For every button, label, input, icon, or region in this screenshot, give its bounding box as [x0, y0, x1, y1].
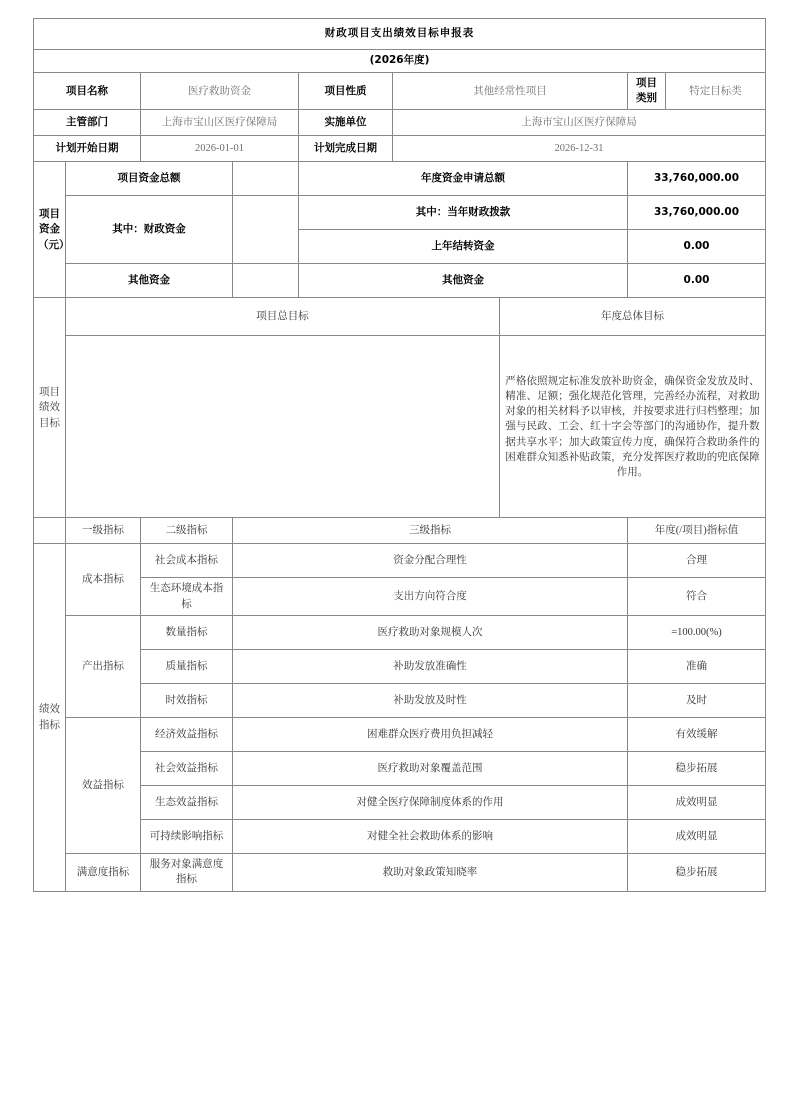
table-row [34, 615, 766, 649]
project-name-label: 项目名称 [34, 73, 141, 110]
indicator-value: 合理 [628, 544, 766, 578]
indicator-value: 及时 [628, 683, 766, 717]
indicator-level3: 医疗救助对象覆盖范围 [233, 751, 628, 785]
prior-year-carryover-value: 0.00 [628, 230, 766, 264]
overall-goal-text [66, 336, 500, 518]
column-header-level3: 三级指标 [233, 518, 628, 544]
indicator-level2: 生态环境成本指标 [141, 578, 233, 615]
project-total-funding-label: 项目资金总额 [66, 162, 233, 196]
indicator-level1-output: 产出指标 [66, 615, 141, 717]
indicator-level3: 补助发放及时性 [233, 683, 628, 717]
current-year-appropriation-label: 其中：当年财政拨款 [299, 196, 628, 230]
indicator-level2: 社会成本指标 [141, 544, 233, 578]
indicator-level2: 服务对象满意度指标 [141, 853, 233, 891]
table-row [34, 544, 766, 578]
project-nature-label: 项目性质 [299, 73, 393, 110]
project-total-funding-value [233, 162, 299, 196]
overall-goal-header: 项目总目标 [66, 298, 500, 336]
annual-goal-header: 年度总体目标 [500, 298, 766, 336]
indicator-level3: 对健全社会救助体系的影响 [233, 819, 628, 853]
column-header-level1: 一级指标 [66, 518, 141, 544]
table-row [34, 751, 766, 785]
fiscal-funding-value [233, 196, 299, 264]
project-name-value: 医疗救助资金 [141, 73, 299, 110]
table-row [34, 649, 766, 683]
goal-content-row [34, 336, 766, 518]
column-header-value: 年度(/项目)指标值 [628, 518, 766, 544]
fiscal-funding-label: 其中：财政资金 [66, 196, 233, 264]
table-row [34, 717, 766, 751]
indicator-level3: 支出方向符合度 [233, 578, 628, 615]
supervising-department-label: 主管部门 [34, 110, 141, 136]
table-row [34, 578, 766, 615]
indicator-value: 成效明显 [628, 819, 766, 853]
page-subtitle: (2026年度) [34, 50, 766, 73]
project-category-value: 特定目标类 [666, 73, 766, 110]
funding-section-label-line2: （元） [38, 238, 70, 251]
table-row [34, 683, 766, 717]
form-page [33, 18, 765, 892]
indicator-level2: 质量指标 [141, 649, 233, 683]
funding-section-label [34, 162, 70, 298]
funding-row-fiscal [34, 196, 766, 230]
indicator-level2: 可持续影响指标 [141, 819, 233, 853]
other-funding-right-value: 0.00 [628, 264, 766, 298]
indicator-level3: 资金分配合理性 [233, 544, 628, 578]
table-row [34, 785, 766, 819]
indicator-value: 有效缓解 [628, 717, 766, 751]
indicator-value: 稳步拓展 [628, 751, 766, 785]
table-row [34, 819, 766, 853]
indicator-section-label: 绩效指标 [34, 544, 66, 891]
current-year-appropriation-value: 33,760,000.00 [628, 196, 766, 230]
indicator-level3: 对健全医疗保障制度体系的作用 [233, 785, 628, 819]
performance-goal-section-label: 项目绩效目标 [34, 298, 66, 518]
goal-header-row [34, 298, 766, 336]
implementing-unit-label: 实施单位 [299, 110, 393, 136]
indicator-level2: 经济效益指标 [141, 717, 233, 751]
project-info-row [34, 73, 766, 110]
indicator-level1-cost: 成本指标 [66, 544, 141, 615]
indicator-header-row [34, 518, 766, 544]
performance-target-form [33, 18, 766, 892]
other-funding-right-label: 其他资金 [299, 264, 628, 298]
start-date-value: 2026-01-01 [141, 136, 299, 162]
indicator-level3: 困难群众医疗费用负担减轻 [233, 717, 628, 751]
indicator-level1-satisfaction: 满意度指标 [66, 853, 141, 891]
project-category-label: 项目类别 [628, 73, 666, 110]
page-title: 财政项目支出绩效目标申报表 [34, 19, 766, 50]
indicator-level3: 补助发放准确性 [233, 649, 628, 683]
indicator-level2: 时效指标 [141, 683, 233, 717]
start-date-label: 计划开始日期 [34, 136, 141, 162]
end-date-label: 计划完成日期 [299, 136, 393, 162]
indicator-level2: 社会效益指标 [141, 751, 233, 785]
title-row [34, 19, 766, 50]
indicator-value: 准确 [628, 649, 766, 683]
other-funding-left-value [233, 264, 299, 298]
indicator-level2: 生态效益指标 [141, 785, 233, 819]
table-row [34, 853, 766, 891]
department-row [34, 110, 766, 136]
date-row [34, 136, 766, 162]
funding-row-other [34, 264, 766, 298]
project-nature-value: 其他经常性项目 [393, 73, 628, 110]
implementing-unit-value: 上海市宝山区医疗保障局 [393, 110, 766, 136]
indicator-value: 符合 [628, 578, 766, 615]
indicator-level2: 数量指标 [141, 615, 233, 649]
funding-section-label-line1: 项目资金 [39, 208, 60, 236]
column-header-level2: 二级指标 [141, 518, 233, 544]
indicator-value: =100.00(%) [628, 615, 766, 649]
indicator-level3: 救助对象政策知晓率 [233, 853, 628, 891]
prior-year-carryover-label: 上年结转资金 [299, 230, 628, 264]
annual-goal-text: 严格依照规定标准发放补助资金，确保资金发放及时、精准、足额；强化规范化管理，完善经办流程，对救助对象的相关材料予以审核，并按要求进行归档整理；加强与民政、工会、红十字会等部门的沟通协作，提升数据共享水平；加大政策宣传力度，确保符合救助条件的困难群众知悉补贴政策，充分发挥医疗救助的兜底保障作用。 [500, 336, 766, 518]
indicator-value: 稳步拓展 [628, 853, 766, 891]
end-date-value: 2026-12-31 [393, 136, 766, 162]
subtitle-row [34, 50, 766, 73]
indicator-level3: 医疗救助对象规模人次 [233, 615, 628, 649]
annual-application-total-value: 33,760,000.00 [628, 162, 766, 196]
annual-application-total-label: 年度资金申请总额 [299, 162, 628, 196]
other-funding-left-label: 其他资金 [66, 264, 233, 298]
indicator-level1-benefit: 效益指标 [66, 717, 141, 853]
indicator-value: 成效明显 [628, 785, 766, 819]
funding-row-total [34, 162, 766, 196]
supervising-department-value: 上海市宝山区医疗保障局 [141, 110, 299, 136]
